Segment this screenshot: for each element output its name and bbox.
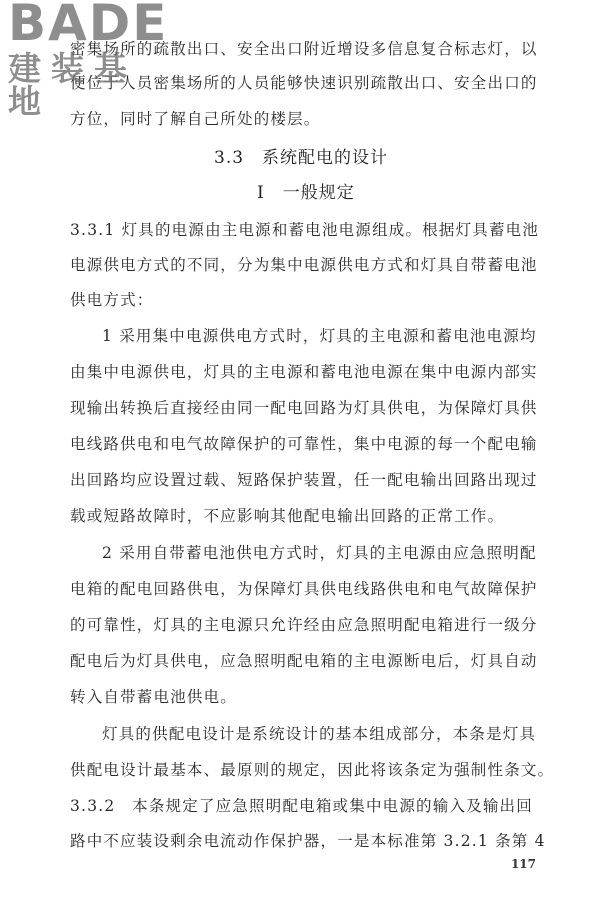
intro-line-1: 密集场所的疏散出口、安全出口附近增设多信息复合标志灯，以 xyxy=(70,40,538,58)
intro-line-2: 便位于人员密集场所的人员能够快速识别疏散出口、安全出口的 xyxy=(70,74,538,92)
intro-line-3: 方位，同时了解自己所处的楼层。 xyxy=(70,110,321,128)
item2-line-4: 配电后为灯具供电，应急照明配电箱的主电源断电后，灯具自动 xyxy=(70,652,538,670)
watermark-latin: BADE xyxy=(8,0,169,52)
item1-line-2: 由集中电源供电，灯具的主电源和蓄电池电源在集中电源内部实 xyxy=(70,363,538,381)
item1-line-4: 电线路供电和电气故障保护的可靠性，集中电源的每一个配电输 xyxy=(70,435,538,453)
item1-line-6: 载或短路故障时，不应影响其他配电输出回路的正常工作。 xyxy=(70,507,505,525)
section-title: 3.3 系统配电的设计 xyxy=(214,148,389,168)
item2-line-2: 电箱的配电回路供电，为保障灯具供电线路供电和电气故障保护 xyxy=(70,580,538,598)
subsection-title: Ⅰ 一般规定 xyxy=(257,183,355,203)
item2-line-3: 的可靠性，灯具的主电源只允许经由应急照明配电箱进行一级分 xyxy=(70,616,538,634)
clause-332-line-2: 路中不应装设剩余电流动作保护器，一是本标准第 3.2.1 条第 4 xyxy=(70,832,546,850)
item1-line-3: 现输出转换后直接经由同一配电回路为灯具供电，为保障灯具供 xyxy=(70,399,538,417)
item1-line-1: 1 采用集中电源供电方式时，灯具的主电源和蓄电池电源均 xyxy=(102,327,537,345)
para-line-2: 供配电设计最基本、最原则的规定，因此将该条定为强制性条文。 xyxy=(70,761,555,779)
para-line-1: 灯具的供配电设计是系统设计的基本组成部分，本条是灯具 xyxy=(102,725,537,743)
clause-331-line-3: 供电方式： xyxy=(70,291,154,309)
page-number: 117 xyxy=(510,857,536,871)
clause-331-line-2: 电源供电方式的不同，分为集中电源供电方式和灯具自带蓄电池 xyxy=(70,256,538,274)
watermark-cjk: 建装基地 xyxy=(8,49,137,121)
item2-line-5: 转入自带蓄电池供电。 xyxy=(70,688,238,706)
item2-line-1: 2 采用自带蓄电池供电方式时，灯具的主电源由应急照明配 xyxy=(102,544,537,562)
item1-line-5: 出回路均应设置过载、短路保护装置，任一配电输出回路出现过 xyxy=(70,471,538,489)
clause-332-line-1: 3.3.2 本条规定了应急照明配电箱或集中电源的输入及输出回 xyxy=(70,797,533,815)
clause-331-line-1: 3.3.1 灯具的电源由主电源和蓄电池电源组成。根据灯具蓄电池 xyxy=(70,221,540,239)
